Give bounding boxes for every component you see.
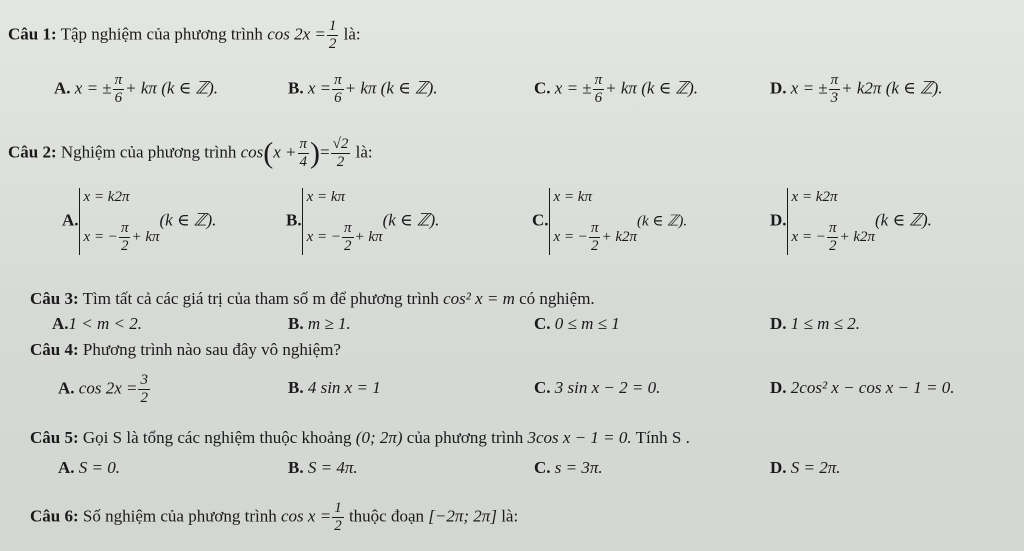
q5-option-c[interactable]: C. s = 3π. — [534, 458, 603, 477]
q2-option-d[interactable]: D. x = k2π x = − $\frac{\pi}{2}$ + k2π (k ∈ ℤ). — [770, 189, 932, 254]
q5-option-a[interactable]: A. S = 0. — [58, 458, 121, 477]
q1-option-b[interactable]: B. x = $\frac{\pi}{6}$ + kπ (k ∈ ℤ). — [288, 72, 438, 106]
q1-equation: cos 2x = — [267, 24, 326, 44]
q5-option-d[interactable]: D. S = 2π. — [770, 458, 841, 477]
q4-option-b[interactable]: B. 4 sin x = 1 — [288, 378, 381, 397]
question-6: Câu 6: Số nghiệm của phương trình cos x = $\frac{1}{2}$ thuộc đoạn [−2π; 2π] là: — [30, 500, 519, 534]
q4-option-d[interactable]: D. 2cos² x − cos x − 1 = 0. — [770, 378, 955, 397]
q1-label: Câu 1: — [8, 24, 57, 44]
q1-tail: là: — [343, 24, 361, 44]
question-3: Câu 3: Tìm tất cả các giá trị của tham số m để phương trình cos² x = m có nghiệm. — [30, 289, 595, 308]
q4-option-a[interactable]: A. cos 2x = $\frac{3}{2}$ — [58, 372, 148, 406]
q2-option-c[interactable]: C. x = kπ x = − $\frac{\pi}{2}$ + k2π (k ∈ ℤ). — [532, 189, 688, 254]
q1-option-a[interactable]: A. x = ± $\frac{\pi}{6}$ + kπ (k ∈ ℤ). — [54, 72, 219, 106]
q1-option-d[interactable]: D. x = ± $\frac{\pi}{3}$ + k2π (k ∈ ℤ). — [770, 72, 943, 106]
q1-option-c[interactable]: C. x = ± $\frac{\pi}{6}$ + kπ (k ∈ ℤ). — [534, 72, 699, 106]
question-1 — [8, 18, 361, 53]
q3-option-b[interactable]: B. m ≥ 1. — [288, 314, 351, 333]
q2-option-b[interactable]: B. x = kπ x = − $\frac{\pi}{2}$ + kπ (k ∈ ℤ). — [286, 189, 440, 254]
q3-option-a[interactable]: A.1 < m < 2. — [52, 314, 143, 333]
question-5: Câu 5: Gọi S là tổng các nghiệm thuộc khoảng (0; 2π) của phương trình 3cos x − 1 = 0. Tính S . — [30, 428, 690, 447]
q1-text: Tập nghiệm của phương trình — [60, 24, 263, 44]
question-2: Câu 2: Nghiệm của phương trình cos(x + $\frac{\pi}{4}$ )= $\frac{√2}{2}$ là: — [8, 136, 373, 170]
q1-fraction: $\frac{1}{2}$ — [328, 18, 337, 52]
q3-option-d[interactable]: D. 1 ≤ m ≤ 2. — [770, 314, 860, 333]
q3-option-c[interactable]: C. 0 ≤ m ≤ 1 — [534, 314, 620, 333]
question-4: Câu 4: Phương trình nào sau đây vô nghiệm? — [30, 340, 341, 359]
q5-option-b[interactable]: B. S = 4π. — [288, 458, 358, 477]
q2-option-a[interactable]: A. x = k2π x = − $\frac{\pi}{2}$ + kπ (k ∈ ℤ). — [62, 189, 217, 254]
q4-option-c[interactable]: C. 3 sin x − 2 = 0. — [534, 378, 661, 397]
